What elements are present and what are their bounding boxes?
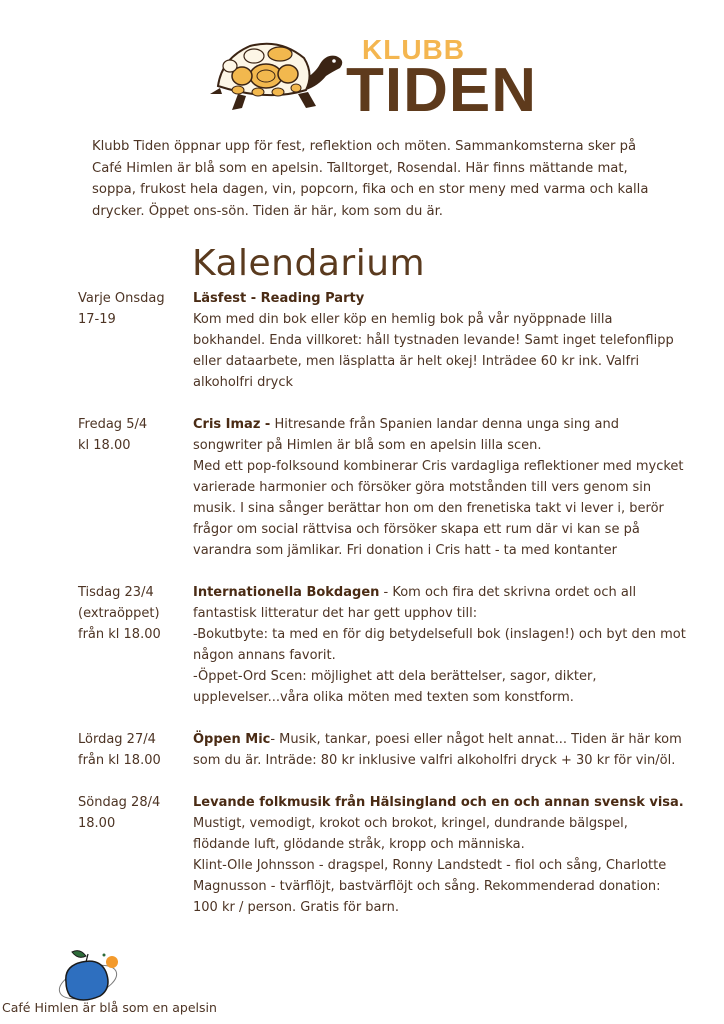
event-description [193, 288, 688, 393]
event-title: Läsfest - Reading Party [193, 291, 365, 306]
event-date-line: Fredag 5/4 [78, 417, 148, 432]
event-description [193, 414, 688, 561]
event-date-line: (extraöppet) [78, 606, 160, 621]
cafe-logo-icon [52, 946, 132, 1004]
event-paragraph: -Öppet-Ord Scen: möjlighet att dela berättelser, sagor, dikter, upplevelser...våra olika möten med texten som konstform. [193, 669, 597, 705]
event-date-line: 18.00 [78, 816, 116, 831]
logo-tiden: TIDEN [346, 56, 537, 125]
event-date-line: Tisdag 23/4 [78, 585, 154, 600]
event-description [193, 582, 688, 708]
event-title: Levande folkmusik från Hälsingland och en och annan svensk visa. [193, 795, 684, 810]
event-paragraph: Kom med din bok eller köp en hemlig bok på vår nyöppnade lilla bokhandel. Enda villkoret: håll tystnaden levande! Samt inget telefonflipp eller dataarbete, men läsplatta är helt okej! Inträdee 60 kr ink. Valfri alkoholfri dryck [193, 312, 674, 390]
event-paragraph: Med ett pop-folksound kombinerar Cris vardagliga reflektioner med mycket varierade harmonier och försöker göra motstånden till vers genom sin musik. I sina sånger berättar hon om den frenetiska takt vi lever i, berör frågor om social rättvisa och försöker skapa ett rum där vi kan se på varandra som jämlikar. Fri donation i Cris hatt - ta med kontanter [193, 459, 684, 558]
event-item [78, 792, 688, 918]
event-paragraph: -Bokutbyte: ta med en för dig betydelsefull bok (inslagen!) och byt den mot någon annans favorit. [193, 627, 686, 663]
event-title: Internationella Bokdagen [193, 585, 380, 600]
event-date-line: kl 18.00 [78, 438, 131, 453]
event-lead [193, 729, 688, 771]
event-date [78, 288, 193, 393]
event-paragraph: Klint-Olle Johnsson - dragspel, Ronny Landstedt - fiol och sång, Charlotte Magnusson - tvärflöjt, bastvärflöjt och sång. Rekommenderad donation: 100 kr / person. Gratis för barn. [193, 858, 667, 915]
event-lead [193, 792, 688, 813]
event-date [78, 729, 193, 771]
event-date [78, 414, 193, 561]
event-date-line: Söndag 28/4 [78, 795, 161, 810]
event-lead-text: - Kom och fira det skrivna ordet och all fantastisk litteratur det har gett upphov till: [193, 585, 637, 621]
event-lead [193, 288, 688, 309]
event-paragraph: Mustigt, vemodigt, krokot och brokot, kringel, dundrande bälgspel, flödande luft, glödande stråk, kropp och människa. [193, 816, 628, 852]
event-lead-text: - Musik, tankar, poesi eller något helt annat... Tiden är här kom som du är. Inträde: 80 kr inklusive valfri alkoholfri dryck + 30 kr för vin/öl. [193, 732, 682, 768]
event-item [78, 414, 688, 561]
event-item [78, 288, 688, 393]
event-date-line: Varje Onsdag [78, 291, 165, 306]
logo-klubb: KLUBB [362, 34, 465, 65]
event-list [78, 288, 688, 939]
event-date-line: från kl 18.00 [78, 753, 161, 768]
cafe-name: Café Himlen är blå som en apelsin [2, 1000, 217, 1015]
header-logo [208, 28, 537, 128]
event-lead [193, 582, 688, 624]
event-description [193, 792, 688, 918]
event-title: Öppen Mic [193, 732, 271, 747]
event-date-line: från kl 18.00 [78, 627, 161, 642]
event-item [78, 582, 688, 708]
turtle-icon [208, 36, 346, 116]
event-title: Cris Imaz - [193, 417, 271, 432]
intro-text: Klubb Tiden öppnar upp för fest, reflektion och möten. Sammankomsterna sker på Café Himlen är blå som en apelsin. Talltorget, Rosendal. Här finns mättande mat, soppa, frukost hela dagen, vin, popcorn, fika och en stor meny med varma och kalla drycker. Öppet ons-sön. Tiden är här, kom som du är. [92, 139, 649, 219]
event-lead-text: Hitresande från Spanien landar denna unga sing and songwriter på Himlen är blå som en apelsin lilla scen. [193, 417, 619, 453]
event-date-line: Lördag 27/4 [78, 732, 156, 747]
event-date [78, 582, 193, 708]
page-title: Kalendarium [192, 243, 426, 284]
event-date [78, 792, 193, 918]
event-description [193, 729, 688, 771]
event-date-line: 17-19 [78, 312, 116, 327]
event-lead [193, 414, 688, 456]
event-item [78, 729, 688, 771]
